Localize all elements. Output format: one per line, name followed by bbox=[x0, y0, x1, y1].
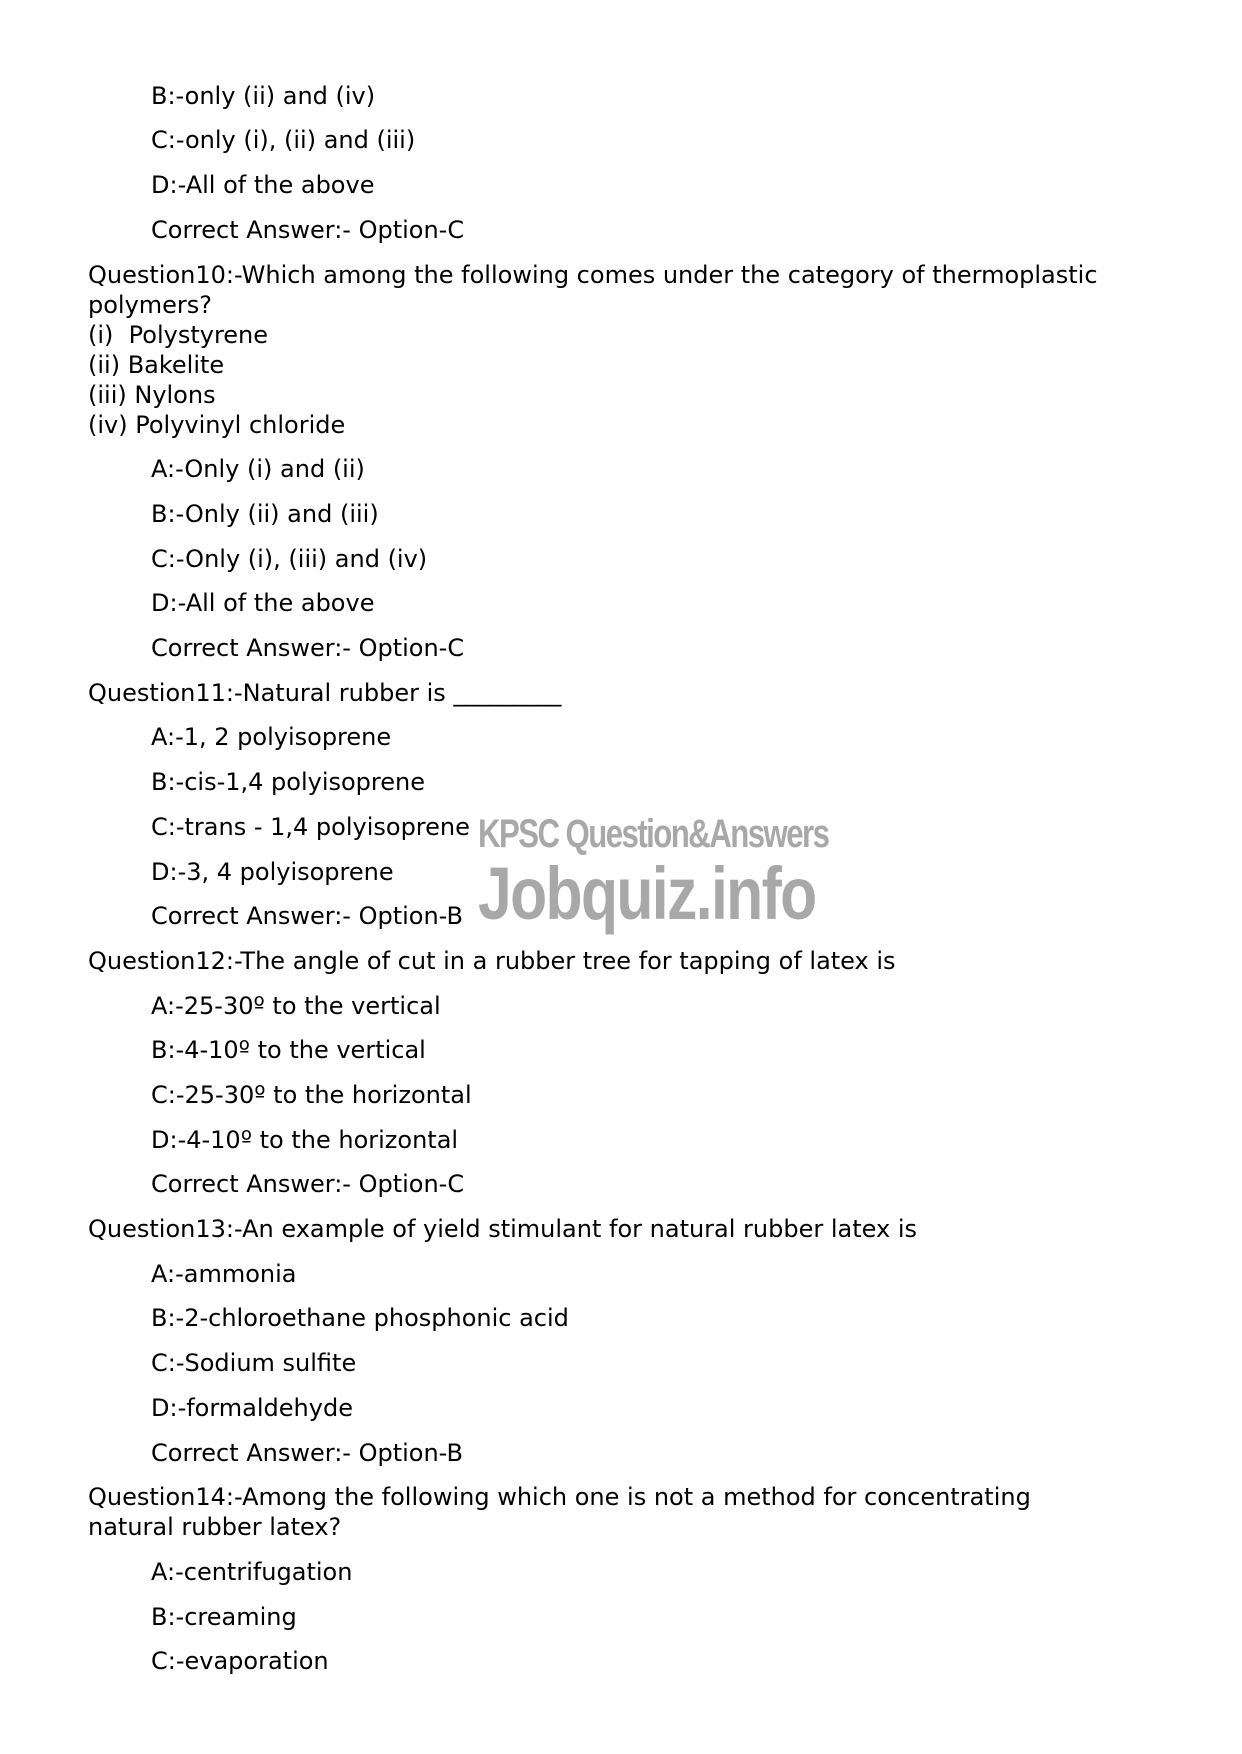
q13-option-b: B:-2-chloroethane phosphonic acid bbox=[151, 1304, 569, 1332]
q10-item-4: (iv) Polyvinyl chloride bbox=[88, 411, 346, 439]
q9-option-c: C:-only (i), (ii) and (iii) bbox=[151, 126, 416, 154]
q13-option-c: C:-Sodium sulfite bbox=[151, 1349, 357, 1377]
watermark-line1: KPSC Question&Answers bbox=[478, 812, 829, 856]
q13-correct-answer: Correct Answer:- Option-B bbox=[151, 1439, 463, 1467]
q14-question-line2: natural rubber latex? bbox=[88, 1513, 342, 1541]
q9-option-d: D:-All of the above bbox=[151, 171, 375, 199]
q10-item-1: (i) Polystyrene bbox=[88, 321, 269, 349]
q12-option-d: D:-4-10º to the horizontal bbox=[151, 1126, 459, 1154]
q11-question: Question11:-Natural rubber is _________ bbox=[88, 679, 562, 707]
watermark-line2: Jobquiz.info bbox=[478, 852, 816, 935]
q14-option-a: A:-centrifugation bbox=[151, 1558, 353, 1586]
q11-option-b: B:-cis-1,4 polyisoprene bbox=[151, 768, 425, 796]
q14-option-b: B:-creaming bbox=[151, 1603, 297, 1631]
q10-question-line1: Question10:-Which among the following comes under the category of thermoplastic bbox=[88, 261, 1098, 289]
q11-correct-answer: Correct Answer:- Option-B bbox=[151, 902, 463, 930]
q10-correct-answer: Correct Answer:- Option-C bbox=[151, 634, 465, 662]
q12-option-c: C:-25-30º to the horizontal bbox=[151, 1081, 472, 1109]
q13-option-d: D:-formaldehyde bbox=[151, 1394, 353, 1422]
q12-correct-answer: Correct Answer:- Option-C bbox=[151, 1170, 465, 1198]
q11-option-a: A:-1, 2 polyisoprene bbox=[151, 723, 392, 751]
q10-option-a: A:-Only (i) and (ii) bbox=[151, 455, 365, 483]
q10-item-2: (ii) Bakelite bbox=[88, 351, 225, 379]
q10-option-d: D:-All of the above bbox=[151, 589, 375, 617]
q12-option-a: A:-25-30º to the vertical bbox=[151, 992, 441, 1020]
q11-option-c: C:-trans - 1,4 polyisoprene bbox=[151, 813, 470, 841]
q11-option-d: D:-3, 4 polyisoprene bbox=[151, 858, 394, 886]
q13-option-a: A:-ammonia bbox=[151, 1260, 297, 1288]
q9-correct-answer: Correct Answer:- Option-C bbox=[151, 216, 465, 244]
q14-question-line1: Question14:-Among the following which one is not a method for concentrating bbox=[88, 1483, 1031, 1511]
q10-option-b: B:-Only (ii) and (iii) bbox=[151, 500, 379, 528]
q14-option-c: C:-evaporation bbox=[151, 1647, 329, 1675]
q10-question-line2: polymers? bbox=[88, 291, 213, 319]
q10-item-3: (iii) Nylons bbox=[88, 381, 216, 409]
q12-option-b: B:-4-10º to the vertical bbox=[151, 1036, 426, 1064]
watermark bbox=[478, 810, 829, 935]
q10-option-c: C:-Only (i), (iii) and (iv) bbox=[151, 545, 428, 573]
q9-option-b: B:-only (ii) and (iv) bbox=[151, 82, 376, 110]
q13-question: Question13:-An example of yield stimulant for natural rubber latex is bbox=[88, 1215, 917, 1243]
q12-question: Question12:-The angle of cut in a rubber tree for tapping of latex is bbox=[88, 947, 896, 975]
